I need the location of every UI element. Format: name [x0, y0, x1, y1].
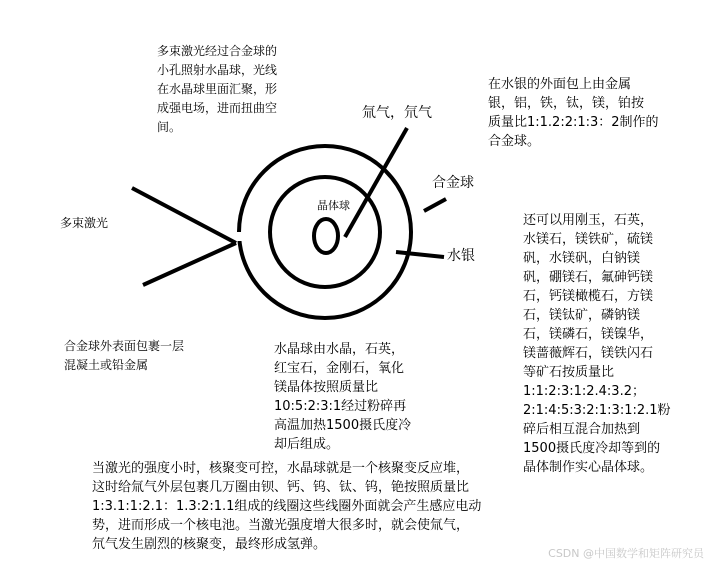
- crystal-recipe-note: 水晶球由水晶，石英， 红宝石，金刚石，氧化 镁晶体按照质量比 10:5:2:3:1经过粉碎再 高温加热1500摄氏度冷 却后组成。: [274, 342, 412, 452]
- laser-label: 多束激光: [60, 216, 109, 230]
- inner-ellipse: [314, 219, 338, 253]
- alloy-ball-label: 合金球: [432, 175, 474, 191]
- shell-coating-note: 合金球外表面包裹一层 混凝土或铅金属: [64, 339, 185, 372]
- laser-beam-upper: [132, 188, 236, 243]
- bottom-explanation: 当激光的强度小时，核聚变可控，水晶球就是一个核聚变反应堆， 这时给氚气外层包裹几万圈由钡、钙、钨、钛、钨，铯按照质量比 1:3.1:1:2.1：1.3:2:1.1组成的线圈这些线圈外面就会产生感应电动 势，进而形成一个核电池。当激光强度增大很多时，就会使氚气， 氘气发生剧烈的核聚变，最终形成氢弹。: [92, 461, 482, 552]
- top-left-note: 多束激光经过合金球的 小孔照射水晶球，光线 在水晶球里面汇聚，形 成强电场，进而扭曲空 间。: [157, 44, 278, 134]
- middle-circle: [270, 177, 380, 287]
- outer-circle: [239, 146, 411, 318]
- gas-label: 氚气，氘气: [362, 105, 432, 121]
- alt-materials-note: 还可以用刚玉，石英， 水镁石，镁铁矿，硫镁 矾，水镁矾，白钠镁 矾，硼镁石，氟砷钙镁 石，钙镁橄榄石，方镁 石，镁钛矿，磷钠镁 石，镁磷石，镁镍华， 镁蔷薇辉石，镁铁闪石 等矿石按质量比 1:1:2:3:1:2.4:3.2； 2:1:4:5:3:2:1:3:1:2.1粉 碎后相互混合加热到 1500摄氏度冷却等到的 晶体制作实心晶体球。: [523, 213, 671, 475]
- mercury-label: 水银: [447, 248, 475, 264]
- mercury-pointer-line: [396, 252, 444, 257]
- laser-hole: [234, 232, 244, 241]
- alloy-recipe-note: 在水银的外面包上由金属 银，铝，铁，钛，镁，铂按 质量比1:1.2:2:1:3：2制作的 合金球。: [488, 77, 659, 149]
- alloy-pointer-line: [424, 199, 446, 211]
- laser-beam-lower: [143, 243, 236, 285]
- crystal-ball-label: 晶体球: [317, 199, 350, 212]
- watermark: CSDN @中国数学和矩阵研究员: [548, 547, 704, 560]
